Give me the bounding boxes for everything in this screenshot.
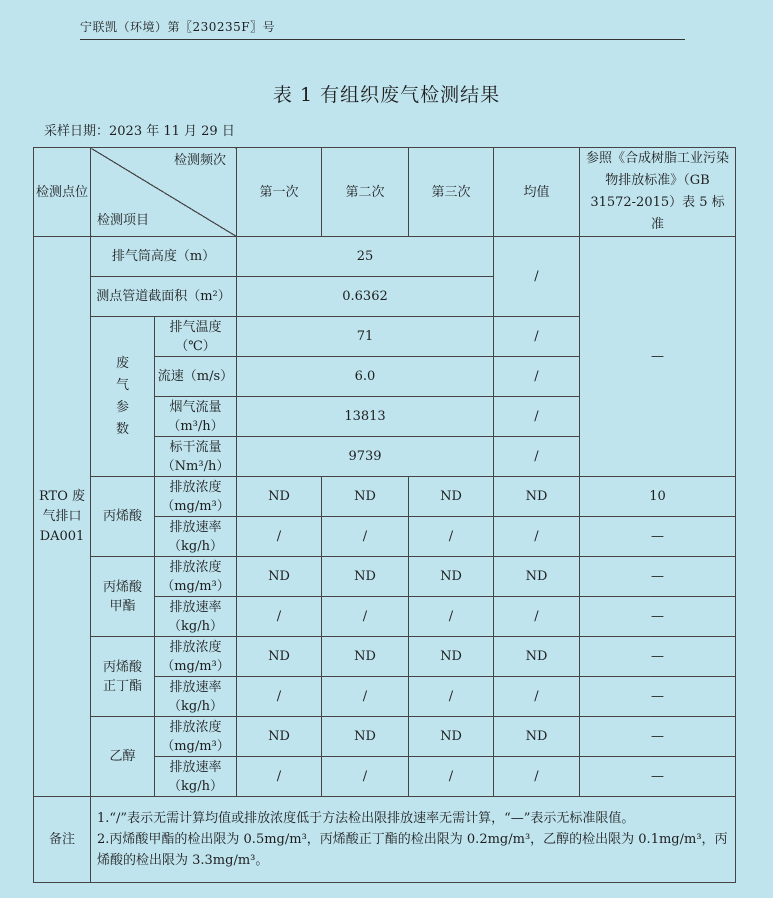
value-cell: /: [322, 597, 409, 637]
value-cell: /: [409, 517, 494, 557]
value-cell: ND: [322, 477, 409, 517]
col-header-first: 第一次: [237, 148, 322, 237]
temp-avg: /: [494, 317, 580, 357]
col-header-point: 检测点位: [34, 148, 91, 237]
value-cell: ND: [322, 637, 409, 677]
standard-limit: —: [580, 757, 736, 797]
velocity-label: 流速（m/s）: [155, 357, 237, 397]
conc-label: 排放浓度（mg/m³）: [155, 557, 237, 597]
std-flow-avg: /: [494, 437, 580, 477]
value-cell: ND: [494, 477, 580, 517]
conc-label: 排放浓度（mg/m³）: [155, 477, 237, 517]
section-area-label: 测点管道截面积（m²）: [91, 277, 237, 317]
velocity-avg: /: [494, 357, 580, 397]
rate-label: 排放速率（kg/h）: [155, 677, 237, 717]
value-cell: ND: [237, 637, 322, 677]
value-cell: ND: [409, 637, 494, 677]
value-cell: ND: [494, 637, 580, 677]
params-standard-dash: —: [580, 237, 736, 477]
pollutant-name: 丙烯酸正丁酯: [91, 637, 155, 717]
value-cell: ND: [409, 557, 494, 597]
sampling-date: 采样日期：2023 年 11 月 29 日: [44, 124, 235, 139]
remark-content: [91, 797, 736, 883]
value-cell: /: [409, 597, 494, 637]
standard-limit: —: [580, 677, 736, 717]
report-number: 宁联凯（环境）第〖230235F〗号: [80, 18, 685, 40]
stack-height-label: 排气筒高度（m）: [91, 237, 237, 277]
conc-label: 排放浓度（mg/m³）: [155, 717, 237, 757]
value-cell: /: [494, 757, 580, 797]
temp-value: 71: [237, 317, 494, 357]
flow-label: 烟气流量（m³/h）: [155, 397, 237, 437]
conc-label: 排放浓度（mg/m³）: [155, 637, 237, 677]
value-cell: ND: [237, 557, 322, 597]
standard-limit: —: [580, 517, 736, 557]
standard-limit: —: [580, 597, 736, 637]
value-cell: /: [322, 517, 409, 557]
col-header-average: 均值: [494, 148, 580, 237]
value-cell: /: [494, 517, 580, 557]
value-cell: /: [237, 597, 322, 637]
value-cell: /: [322, 677, 409, 717]
value-cell: /: [494, 597, 580, 637]
value-cell: ND: [237, 477, 322, 517]
value-cell: /: [237, 677, 322, 717]
value-cell: /: [237, 517, 322, 557]
section-area-value: 0.6362: [237, 277, 494, 317]
value-cell: ND: [494, 717, 580, 757]
stack-height-value: 25: [237, 237, 494, 277]
standard-limit: —: [580, 637, 736, 677]
value-cell: /: [409, 757, 494, 797]
col-header-frequency: 检测频次: [173, 153, 226, 168]
value-cell: ND: [322, 557, 409, 597]
remark-line-1: 1.“/”表示无需计算均值或排放浓度低于方法检出限排放速率无需计算，“—”表示无标准限值。: [97, 811, 635, 826]
col-header-item: 检测项目: [97, 213, 150, 228]
remark-line-2: 2.丙烯酸甲酯的检出限为 0.5mg/m³，丙烯酸正丁酯的检出限为 0.2mg/m³，乙醇的检出限为 0.1mg/m³，丙烯酸的检出限为 3.3mg/m³。: [97, 832, 728, 868]
standard-limit: 10: [580, 477, 736, 517]
value-cell: ND: [409, 477, 494, 517]
col-header-diagonal: [91, 148, 237, 237]
rate-label: 排放速率（kg/h）: [155, 517, 237, 557]
temp-label: 排气温度（℃）: [155, 317, 237, 357]
value-cell: /: [322, 757, 409, 797]
value-cell: ND: [494, 557, 580, 597]
standard-limit: —: [580, 557, 736, 597]
velocity-value: 6.0: [237, 357, 494, 397]
col-header-standard: 参照《合成树脂工业污染物排放标准》（GB 31572-2015）表 5 标准: [580, 148, 736, 237]
stack-avg-slash: /: [494, 237, 580, 317]
pollutant-name: 丙烯酸甲酯: [91, 557, 155, 637]
value-cell: ND: [322, 717, 409, 757]
gas-params-label: 废气参数: [91, 317, 155, 477]
std-flow-label: 标干流量（Nm³/h）: [155, 437, 237, 477]
value-cell: /: [494, 677, 580, 717]
standard-limit: —: [580, 717, 736, 757]
value-cell: ND: [237, 717, 322, 757]
sampling-point: RTO 废气排口 DA001: [34, 237, 91, 797]
pollutant-name: 乙醇: [91, 717, 155, 797]
table-title: 表 1 有组织废气检测结果: [272, 84, 501, 106]
col-header-third: 第三次: [409, 148, 494, 237]
value-cell: /: [237, 757, 322, 797]
pollutant-name: 丙烯酸: [91, 477, 155, 557]
value-cell: ND: [409, 717, 494, 757]
rate-label: 排放速率（kg/h）: [155, 597, 237, 637]
value-cell: /: [409, 677, 494, 717]
col-header-second: 第二次: [322, 148, 409, 237]
remark-label: 备注: [34, 797, 91, 883]
flow-value: 13813: [237, 397, 494, 437]
flow-avg: /: [494, 397, 580, 437]
results-table: [33, 147, 736, 883]
std-flow-value: 9739: [237, 437, 494, 477]
rate-label: 排放速率（kg/h）: [155, 757, 237, 797]
